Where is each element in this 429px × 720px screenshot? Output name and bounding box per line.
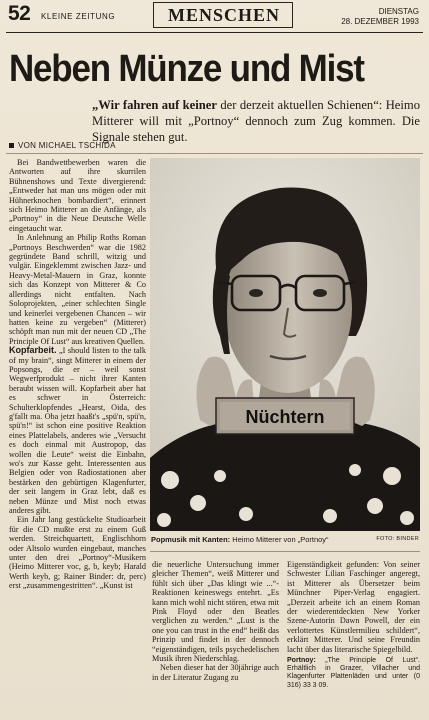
paragraph: Eigenständigkeit gefunden: Von seiner Schwester Lilian Faschinger angeregt, ist Mitterer als Übersetzer beim Münchner Piper-Verlag engagiert. „Derzeit arbeite ich an einem Roman der wiederentdeckten New Yorker Szene-Autorin Dawn Powell, der ein verlottertes Künstlermilieu schildert“, erklärt Mitterer. Und seine Freundin lacht über das literarische Spiegelbild. bbox=[287, 560, 420, 654]
byline-text: VON MICHAEL TSCHIDA bbox=[18, 141, 116, 150]
paragraph: die neuerliche Untersuchung immer gleicher Themen“, weiß Mitterer und fühlt sich über „Das klingt wie ...“-Reaktionen keineswegs entehrt. „Es kann mich wohl nicht stören, etwa mit Pink Floyd oder den Beatles verglichen zu werden.“ „Lust is the one you can trust in the end“ heißt das Prinzip und findet in der dennoch “eigenständigen, teils psychedelischen Musik ihren Niederschlag. bbox=[152, 560, 279, 664]
byline-rule bbox=[6, 153, 423, 154]
headline: Neben Münze und Mist bbox=[9, 48, 364, 90]
header-rule bbox=[6, 32, 423, 33]
article-column-3 bbox=[287, 560, 420, 710]
byline bbox=[9, 141, 116, 150]
page-header bbox=[6, 2, 423, 32]
newspaper-name: KLEINE ZEITUNG bbox=[41, 12, 116, 21]
deck-text: der derzeit aktuellen Schienen“: Heimo Mitterer will mit „Portnoy“ dennoch zum Zug kommen. Die Signale stehen gut. bbox=[92, 98, 420, 144]
section-title: MENSCHEN bbox=[167, 5, 280, 25]
paragraph: Ein Jahr lang gestückelte Studioarbeit für die CD mußte erst zu einem Guß werden. Streichquartett, Englischhorn oder Altsolo wurden eingebaut, manches unter den drei „Portnoy“-Musikern (Heimo Mitterer voc, g, b, keyb; Harald Werth keyb, g; Rainer Binder: dr, perc) erst „zusammengestritten“. „Kunst ist bbox=[9, 515, 146, 591]
info-text: „The Principle Of Lust“. Erhältlich in Grazer, Villacher und Klagenfurter Plattenläden und unter (0 316) 33 3 09. bbox=[287, 657, 420, 689]
deck-bold: „Wir fahren auf keiner bbox=[92, 98, 217, 112]
paragraph: Neben dieser hat der 30jährige auch in der Literatur Zugang zu bbox=[152, 663, 279, 682]
paragraph-kopfarbeit bbox=[9, 346, 146, 515]
byline-square-icon bbox=[9, 143, 14, 148]
info-box bbox=[287, 657, 420, 690]
photo-illustration bbox=[150, 158, 420, 531]
caption-text: Heimo Mitterer von „Portnoy“ bbox=[230, 535, 329, 544]
sign-text: Nüchtern bbox=[245, 407, 325, 427]
caption-bold: Popmusik mit Kanten: bbox=[151, 535, 231, 544]
issue-weekday: DIENSTAG bbox=[378, 7, 419, 16]
deck bbox=[92, 97, 420, 145]
section-box bbox=[153, 2, 293, 28]
paragraph: Bei Bandwettbewerben waren die Antworten auf ihre skurrilen Bühnenshows und Texte divergierend: „Entweder hat man uns mögen oder mit Hühnerknochen bombardiert“, erinnert sich Heimo Mitterer an die Anfänge, als „Portnoy“ in die Neue Deutsche Welle eingetaucht war. bbox=[9, 158, 146, 233]
paragraph: In Anlehnung an Philip Roths Roman „Portnoys Beschwerden“ war die 1982 gegründete Band schrill, witzig und vulgär. Eingeklemmt zwischen Jazz- und Heavy-Metal-Mauern in Graz, konnte sich das Konzept von Mitterer & Co allerdings nicht entfalten. Nach Soloprojekten, „einer schlechten Single und keinerlei vergebenen Chancen – wir hatten keine zu vergeben“ (Mitterer) schöpft man nun mit der neuen CD „The Principle Of Lust“ aus kreativen Quellen. bbox=[9, 233, 146, 346]
paragraph-text: „I should listen to the talk of my brain“, singt Mitterer in einem der Popsongs, die er – weil sonst Wegwerfprodukt – nicht ihrer Kanten beraubt wissen will. Kopfarbeit aber hat es schwer in Österreich: Schulterklopfendes „Hearst, Oida, des g'fallt ma. Oba jetzt haaßt's „spü'n, spü'n, spü'n!“ ist schon eine positive Reaktion eines Plattelabels, anderes wie „Versucht es doch einmal mit Austropop, das wollen die Leute“ weist die Einbahn, wo's zur Kasse geht. Interessenten aus Belgien oder von Radiostationen aber bestärken den gebürtigen Klagenfurter, der seit langem in Graz lebt, daß es neben Münze und Mist noch etwas anderes gibt. bbox=[9, 346, 146, 516]
portrait-photo bbox=[150, 158, 420, 531]
article-column-1 bbox=[9, 158, 146, 711]
info-bold: Portnoy: bbox=[287, 657, 316, 665]
page-number: 52 bbox=[8, 2, 31, 25]
subhead: Kopfarbeit. bbox=[9, 345, 57, 356]
issue-date: 28. DEZEMBER 1993 bbox=[341, 17, 419, 26]
photo-caption bbox=[151, 535, 419, 547]
photo-credit: FOTO: BINDER bbox=[376, 536, 419, 542]
caption-rule bbox=[150, 551, 420, 552]
article-column-2 bbox=[152, 560, 279, 710]
